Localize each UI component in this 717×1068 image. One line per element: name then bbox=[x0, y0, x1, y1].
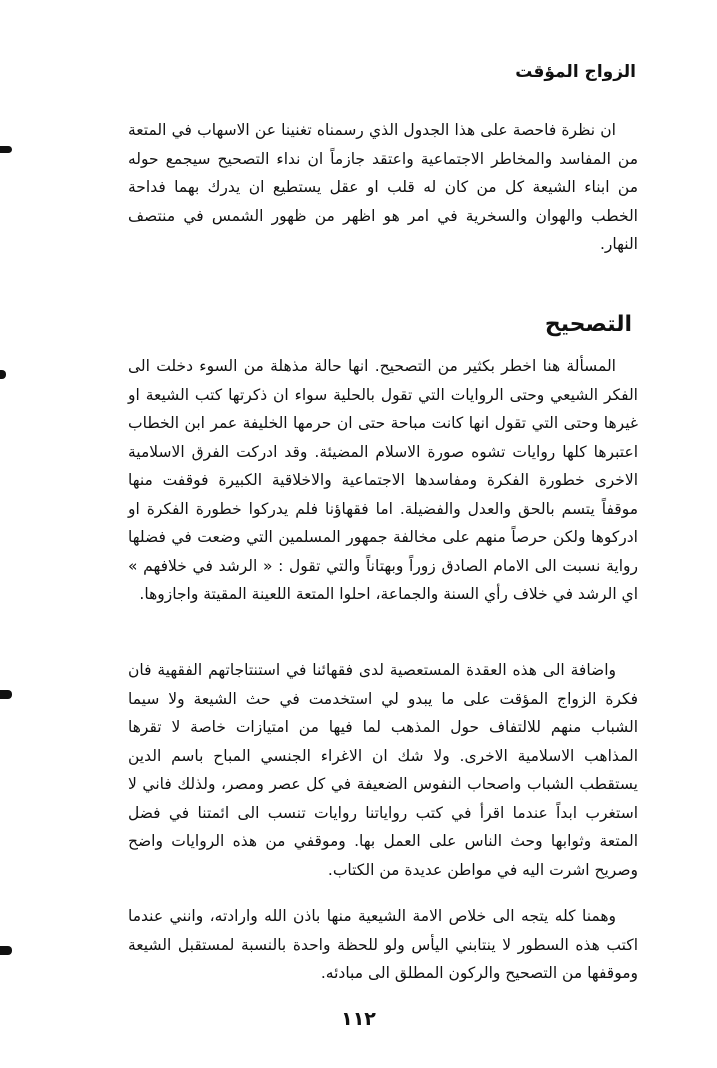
scan-edge-mark bbox=[0, 946, 12, 955]
running-header-title: الزواج المؤقت bbox=[515, 62, 636, 82]
page-number: ١١٢ bbox=[341, 1008, 376, 1030]
section-heading: التصحيح bbox=[544, 312, 632, 337]
paragraph-2-text: المسألة هنا اخطر بكثير من التصحيح. انها حالة مذهلة من السوء دخلت الى الفكر الشيعي وحتى الروايات التي تقول بالحلية سواء ان ذكرتها كتب الشيعة او غيرها وحتى التي تقول انها كانت مباحة حتى ان حرمها الخليفة عمر ابن الخطاب اعتبرها كلها روايات تشوه صورة الاسلام المضيئة. وقد ادركت الفرق الاسلامية الاخرى خطورة الفكرة ومفاسدها الاجتماعية والاخلاقية الكبيرة فوقفت منها موقفاً يتسم بالحق والعدل والفضيلة. اما فقهاؤنا فلم يدركوا خطورة الفكرة او ادركوها ولكن حرصاً منهم على مخالفة جمهور المسلمين التي وضعت في فضلها رواية نسبت الى الامام الصادق زوراً وبهتاناً والتي تقول : « الرشد في خلافهم » اي الرشد في خلاف رأي السنة والجماعة، احلوا المتعة اللعينة المقيتة واجازوها. bbox=[128, 357, 638, 603]
paragraph-3-text: واضافة الى هذه العقدة المستعصية لدى فقهائنا في استنتاجاتهم الفقهية فان فكرة الزواج المؤقت على ما يبدو لي استخدمت في حث الشيعة ولا سيما الشباب منهم للالتفاف حول المذهب لما فيها من امتيازات خاصة لا تقرها المذاهب الاسلامية الاخرى. ولا شك ان الاغراء الجنسي المباح باسم الدين يستقطب الشباب واصحاب النفوس الضعيفة في كل عصر ومصر، ولذلك فاني لا استغرب ابداً عندما اقرأ في كتب رواياتنا روايات تنسب الى ائمتنا في فضل المتعة وثوابها وحث الناس على العمل بها. وموقفي من هذه الروايات واضح وصريح اشرت اليه في مواطن عديدة من الكتاب. bbox=[128, 661, 638, 879]
paragraph-4 bbox=[128, 902, 638, 988]
paragraph-3 bbox=[128, 656, 638, 884]
paragraph-2 bbox=[128, 352, 638, 609]
scan-edge-mark bbox=[0, 370, 6, 379]
scan-edge-mark bbox=[0, 146, 12, 153]
paragraph-1-text: ان نظرة فاحصة على هذا الجدول الذي رسمناه تغنينا عن الاسهاب في المتعة من المفاسد والمخاطر الاجتماعية واعتقد جازماً ان نداء التصحيح سيجمع حوله من ابناء الشيعة كل من كان له قلب او عقل يستطيع ان يدرك بهما فداحة الخطب والهوان والسخرية في امر هو اظهر من ظهور الشمس في منتصف النهار. bbox=[128, 121, 638, 253]
paragraph-4-text: وهمنا كله يتجه الى خلاص الامة الشيعية منها باذن الله وارادته، وانني عندما اكتب هذه السطور لا ينتابني اليأس ولو للحظة واحدة بالنسبة لمستقبل الشيعة وموقفها من التصحيح والركون المطلق الى مبادئه. bbox=[128, 907, 638, 982]
paragraph-1 bbox=[128, 116, 638, 259]
scan-edge-mark bbox=[0, 690, 12, 699]
